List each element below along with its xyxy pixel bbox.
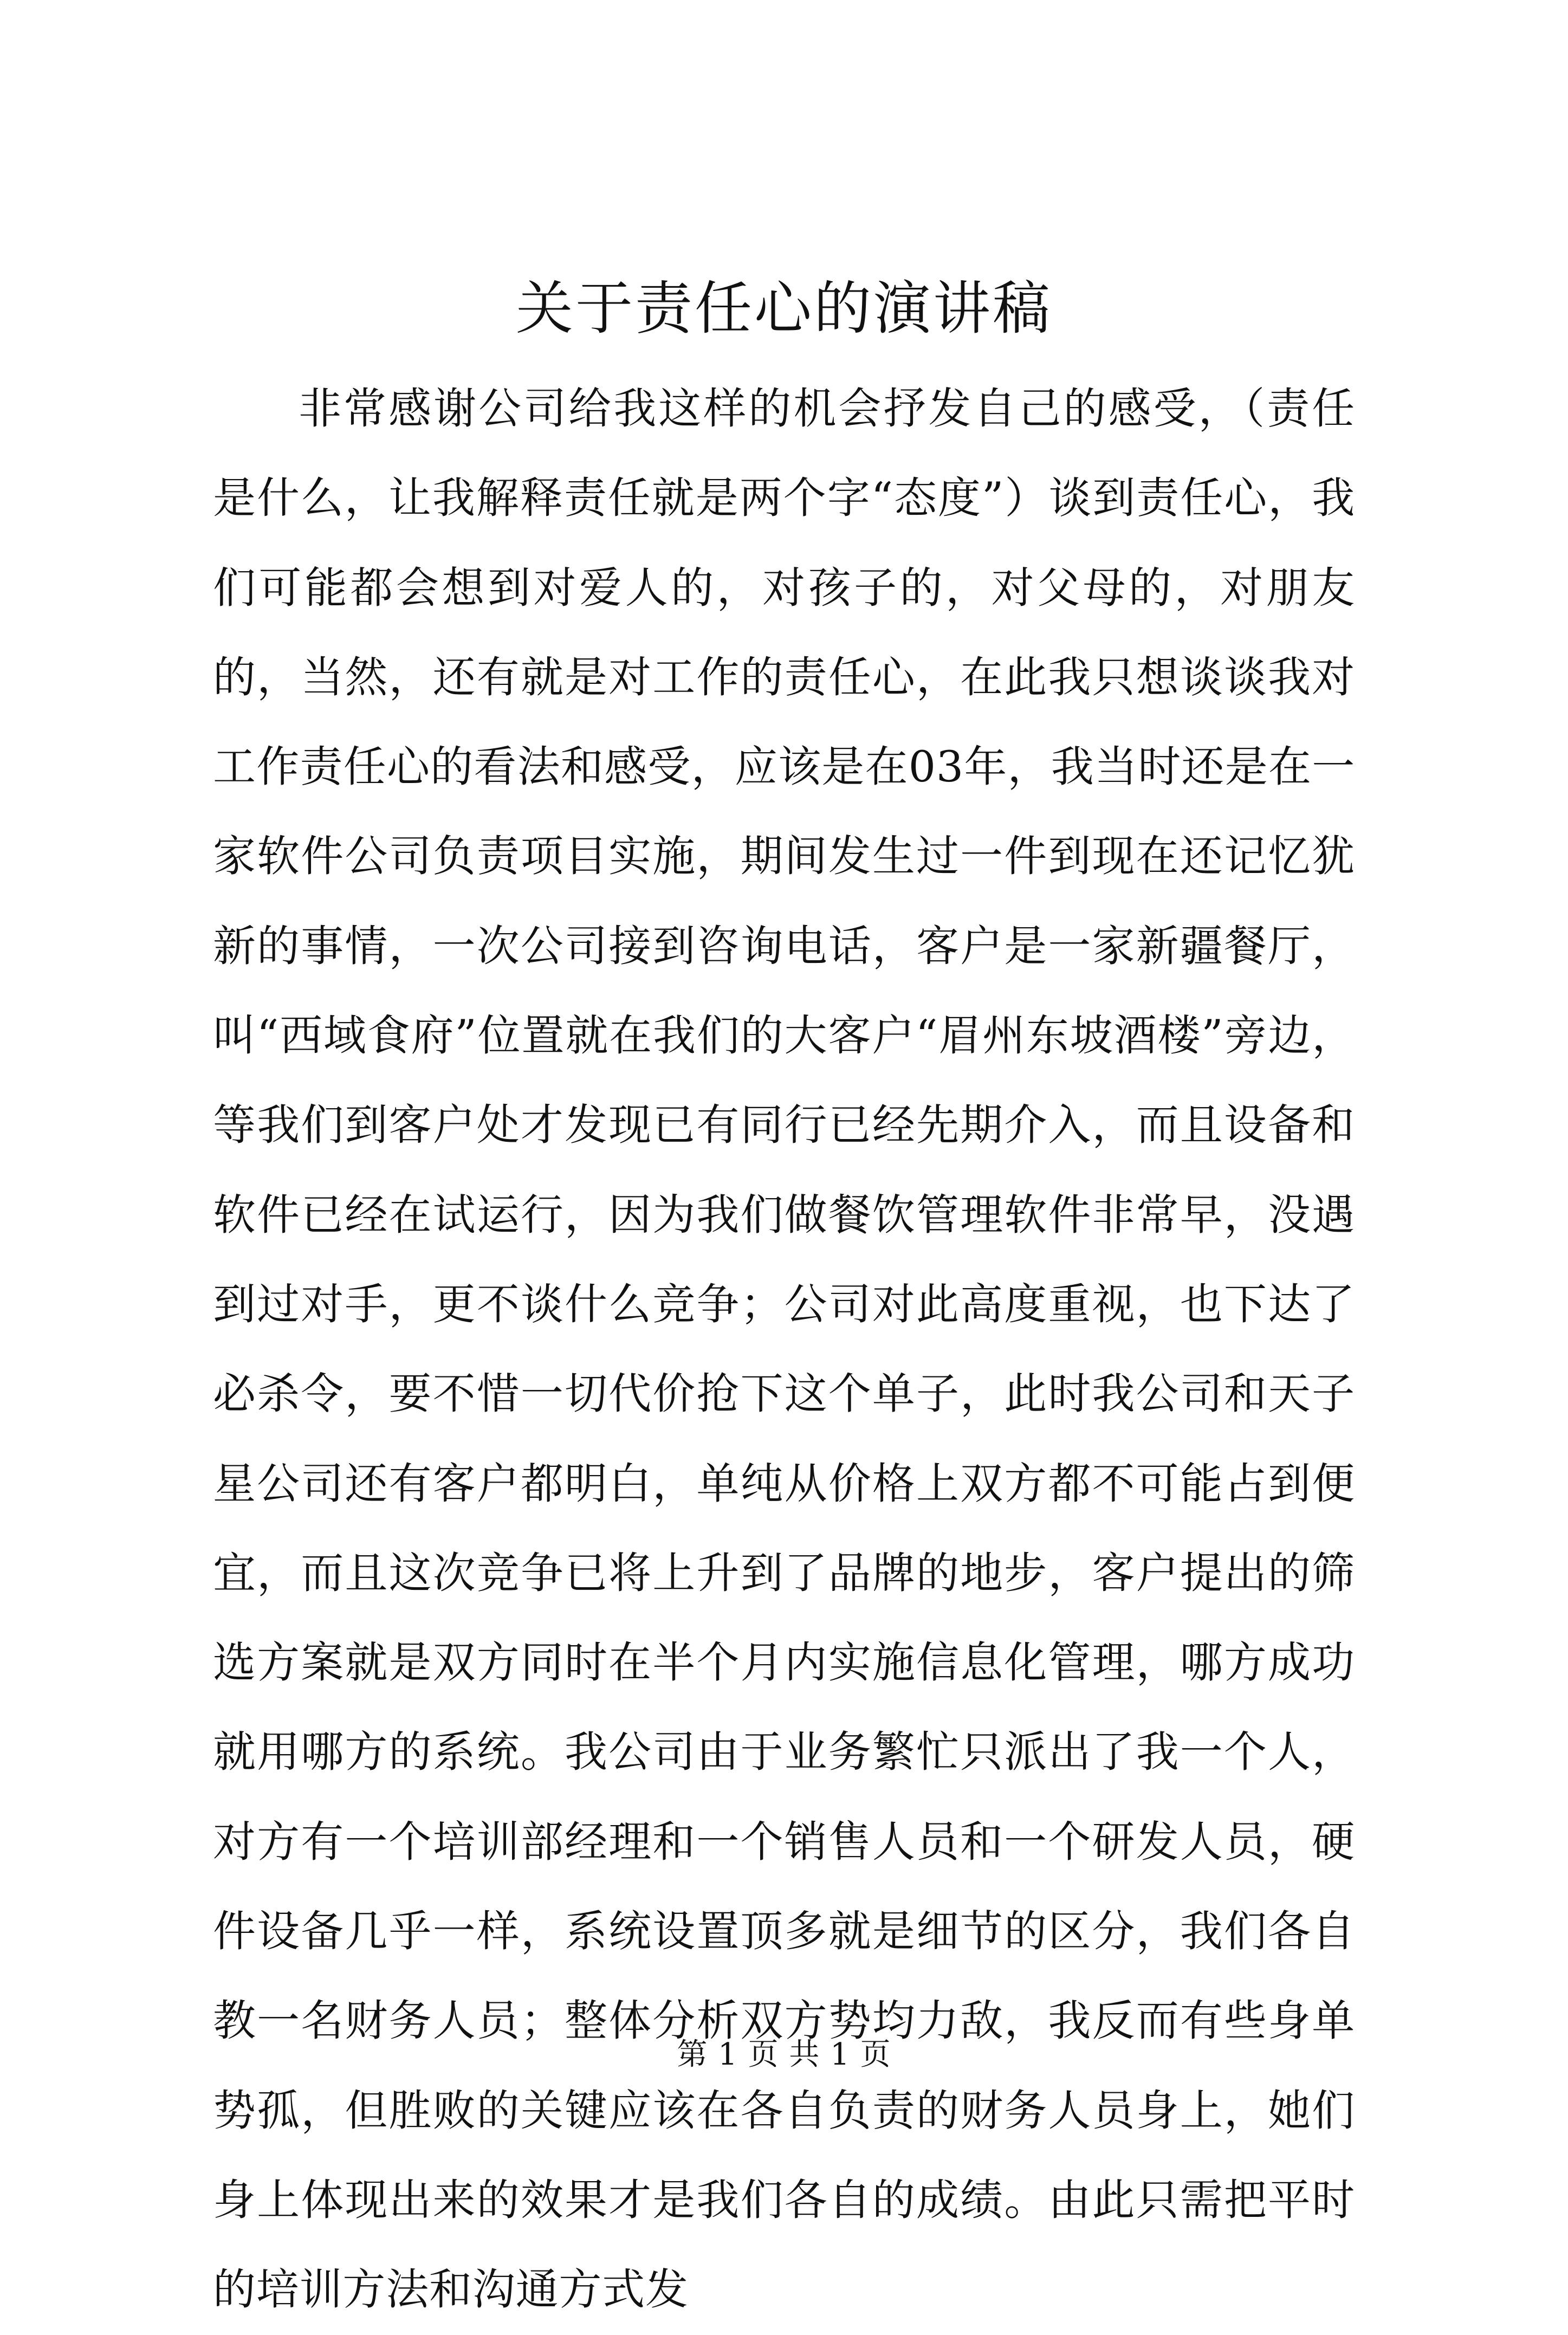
document-body-paragraph: 非常感谢公司给我这样的机会抒发自己的感受，（责任是什么，让我解释责任就是两个字“态度”）谈到责任心，我们可能都会想到对爱人的，对孩子的，对父母的，对朋友的，当然，还有就是对工作的责任心，在此我只想谈谈我对工作责任心的看法和感受，应该是在03年，我当时还是在一家软件公司负责项目实施，期间发生过一件到现在还记忆犹新的事情，一次公司接到咨询电话，客户是一家新疆餐厅，叫“西域食府”位置就在我们的大客户“眉州东坡酒楼”旁边，等我们到客户处才发现已有同行已经先期介入，而且设备和软件已经在试运行，因为我们做餐饮管理软件非常早，没遇到过对手，更不谈什么竞争；公司对此高度重视，也下达了必杀令，要不惜一切代价抢下这个单子，此时我公司和天子星公司还有客户都明白，单纯从价格上双方都不可能占到便宜，而且这次竞争已将上升到了品牌的地步，客户提出的筛选方案就是双方同时在半个月内实施信息化管理，哪方成功就用哪方的系统。我公司由于业务繁忙只派出了我一个人，对方有一个培训部经理和一个销售人员和一个研发人员，硬件设备几乎一样，系统设置顶多就是细节的区分，我们各自教一名财务人员；整体分析双方势均力敌，我反而有些身单势孤，但胜败的关键应该在各自负责的财务人员身上，她们身上体现出来的效果才是我们各自的成绩。由此只需把平时的培训方法和沟通方式发 [213,384,1355,2315]
document-title: 关于责任心的演讲稿 [516,275,1052,342]
page-footer: 第 1 页 共 1 页 [677,2037,891,2072]
